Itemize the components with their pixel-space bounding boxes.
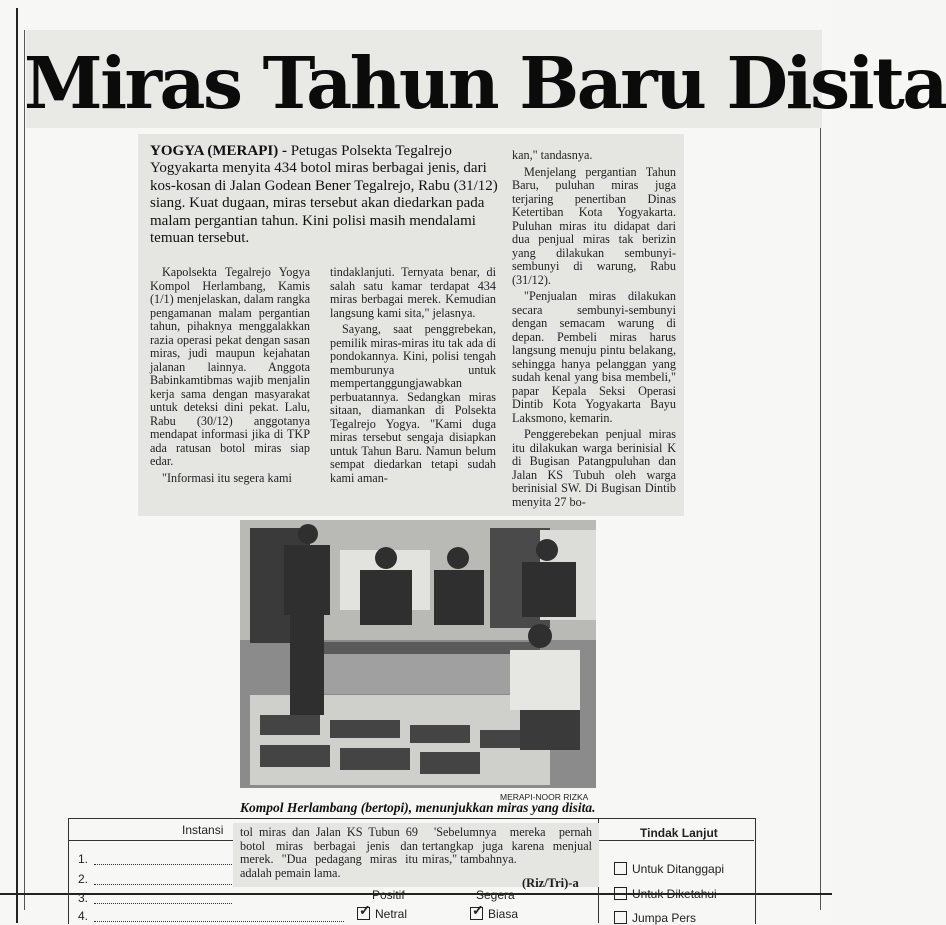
inner-margin-line <box>24 30 25 910</box>
option-label: Untuk Diketahui <box>632 887 717 901</box>
paragraph: kan," tandasnya. <box>512 148 593 162</box>
form-row-line[interactable] <box>94 903 232 904</box>
photo-credit: MERAPI-NOOR RIZKA <box>500 792 589 802</box>
checkbox-icon <box>470 902 484 920</box>
form-row-line[interactable] <box>94 884 232 885</box>
form-row-number: 1. <box>78 852 89 866</box>
paragraph: Kapolsekta Tegalrejo Yogya Kompol Herlambang, Kamis (1/1) menjelaskan, dalam rangka pengamanan malam pergantian tahun, pihaknya menggalakkan razia operasi pekat dengan sasan miras, judi maupun kejahatan jalanan lainnya. Anggota Babinkamtibmas wajib menjalin kerja sama dengan masyarakat untuk deteksi dini pekat. Lalu, Rabu (30/12) anggotanya mendapat informasi jika di TKP ada ratusan botol miras siap edar. <box>150 265 310 468</box>
article-column-1 <box>150 266 310 488</box>
form-row-number: 2. <box>78 872 89 886</box>
checkbox-icon <box>614 887 627 900</box>
positif-label: Positif <box>372 888 405 902</box>
lead-text: Petugas Polsekta Tegalrejo Yogyakarta menyita 434 botol miras berbagai jenis, dari kos-kosan di Jalan Godean Bener Tegalrejo, Rabu (31/12) siang. Kuat dugaan, miras tersebut akan diedarkan pada malam pergantian tahun. Kini polisi masih mendalami temuan tersebut. <box>150 143 498 247</box>
checkmark-icon: ✓ <box>472 902 484 918</box>
option-label: Jumpa Pers <box>632 911 697 925</box>
left-margin-line <box>16 8 18 923</box>
paragraph: Penggerebekan penjual miras itu dilakukan warga berinisial K di Bugisan Patangpuluhan dan Jalan KS Tubuh oleh warga berinisial SW. Di Bugisan Dintib menyita 27 bo- <box>512 427 676 509</box>
netral-option[interactable] <box>357 902 408 921</box>
signoff: (Riz/Tri)-a <box>522 876 579 890</box>
biasa-label: Biasa <box>488 907 519 921</box>
form-row-line[interactable] <box>94 864 232 865</box>
paragraph: tol miras dan Jalan KS Tubun 69 botol miras berbagai jenis dan merek. "Dua pedagang miras itu adalah pemain lama. <box>240 825 418 880</box>
option-label: Untuk Ditanggapi <box>632 862 725 876</box>
option-jumpa-pers[interactable] <box>614 911 696 925</box>
dateline: YOGYA (MERAPI) - <box>150 143 287 159</box>
news-photo <box>240 520 596 788</box>
form-row-number: 3. <box>78 891 89 905</box>
option-diketahui[interactable] <box>614 887 717 901</box>
headline: Miras Tahun Baru Disita <box>24 41 946 125</box>
lead-paragraph <box>150 143 502 247</box>
form-divider <box>68 840 233 841</box>
photo-caption: Kompol Herlambang (bertopi), menunjukkan miras yang disita. <box>240 800 596 815</box>
photo-illustration <box>240 520 596 788</box>
paragraph: Sayang, saat penggrebekan, pemilik miras-miras itu tak ada di pondokannya. Kini, polisi tengah memburunya untuk mempertanggungjawabkan perbuatannya. Sedangkan miras sitaan, diamankan di Polsekta Tegalrejo Yogya. "Kami duga miras tersebut sengaja disiapkan untuk Tahun Baru. Namun belum sempat diedarkan tetapi sudah kami aman- <box>330 322 496 485</box>
article-column-3 <box>512 149 676 512</box>
checkbox-icon <box>614 862 627 875</box>
paragraph: tindaklanjuti. Ternyata benar, di salah satu kamar terdapat 434 miras berbagai merek. Kemudian langsung kami sita," jelasnya. <box>330 265 496 320</box>
paragraph: 'Sebelumnya mereka pernah tertangkap juga karena menjual miras," tambahnya. <box>422 825 592 866</box>
option-ditanggapi[interactable] <box>614 862 724 876</box>
checkbox-icon <box>357 902 371 920</box>
segera-label: Segera <box>476 888 515 902</box>
article-column-2 <box>330 266 496 488</box>
continuation-left <box>240 826 418 883</box>
right-margin-line <box>820 30 821 910</box>
paragraph: Menjelang pergantian Tahun Baru, puluhan miras juga terjaring penertiban Dinas Ketertiban Kota Yogyakarta. Puluhan miras itu didapat dari dua penjual miras tak berizin yang dilakukan sembunyi-sembunyi di warung, Rabu (31/12). <box>512 164 676 287</box>
biasa-option[interactable] <box>470 902 519 921</box>
continuation-right <box>422 826 592 870</box>
form-row-number: 4. <box>78 909 89 923</box>
tindak-lanjut-label: Tindak Lanjut <box>640 826 718 840</box>
checkmark-icon: ✓ <box>359 902 371 918</box>
form-divider <box>598 840 754 841</box>
paragraph: "Penjualan miras dilakukan secara sembunyi-sembunyi dengan semacam warung di depan. Pembeli miras harus langsung menuju pintu belakang, sehingga hanya pelanggan yang sudah kenal yang bisa membeli," papar Kepala Seksi Operasi Dintib Kota Yogyakarta Bayu Laksmono, kemarin. <box>512 289 676 425</box>
netral-label: Netral <box>375 907 408 921</box>
checkbox-icon <box>614 911 627 924</box>
instansi-label: Instansi <box>182 823 224 837</box>
paragraph: "Informasi itu segera kami <box>162 470 292 485</box>
form-row-line[interactable] <box>94 921 344 922</box>
